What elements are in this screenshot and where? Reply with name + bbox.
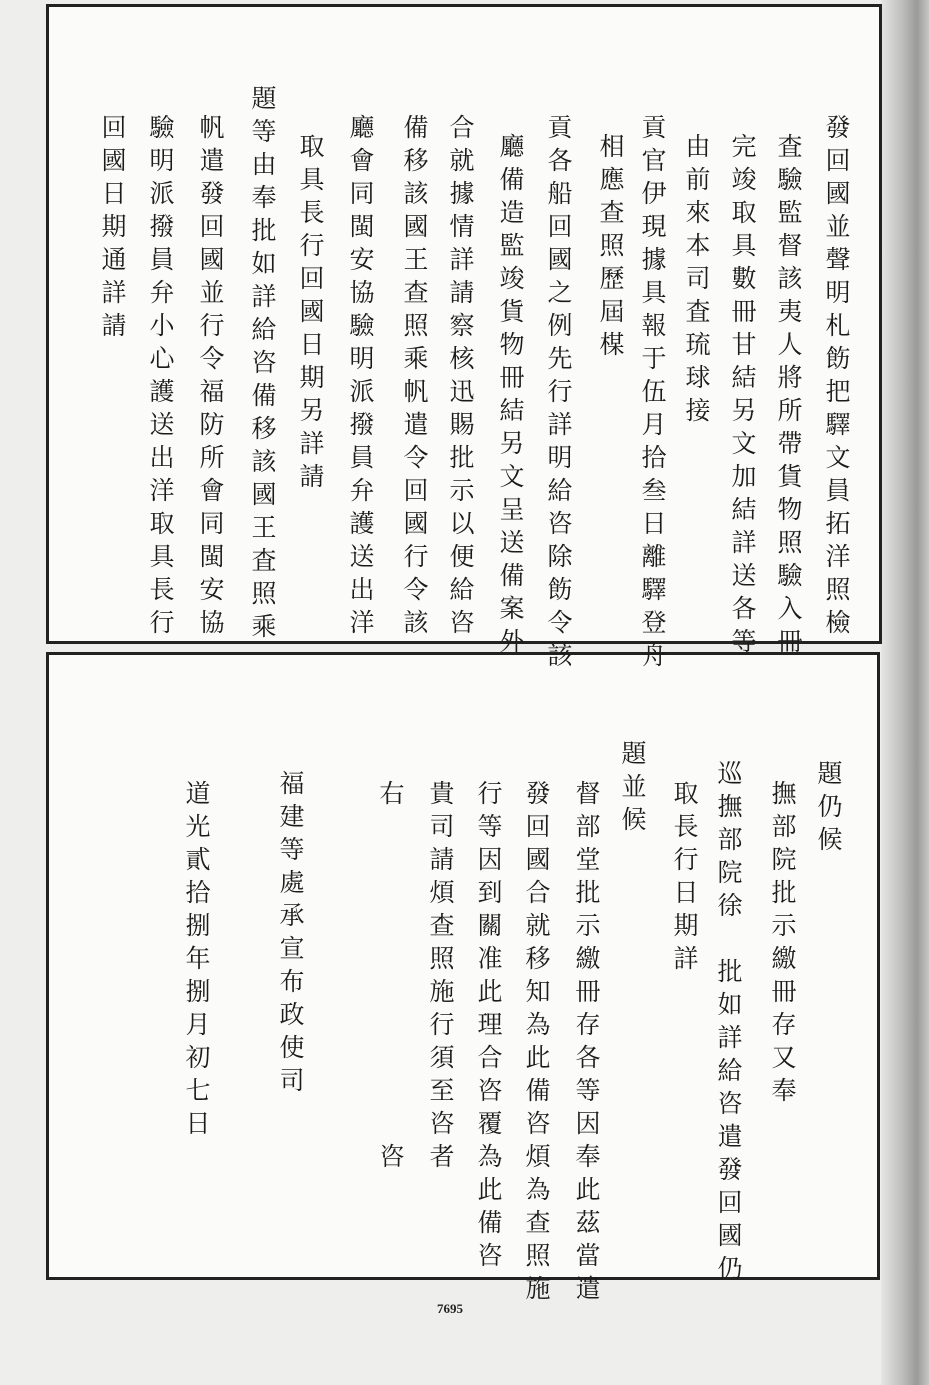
lower-column-4: 取長行日期詳 — [670, 780, 699, 978]
upper-column-3: 完竣取具數冊甘結另文加結詳送各等 — [728, 133, 757, 661]
lower-column-9: 貴司請煩查照施行須至咨者 — [426, 780, 455, 1176]
page-edge-shadow — [881, 0, 929, 1385]
lower-column-2: 撫部院批示繳冊存又奉 — [768, 780, 797, 1110]
lower-column-1: 題仍候 — [814, 760, 843, 859]
lower-column-5: 題並候 — [618, 740, 647, 839]
upper-column-1: 發回國並聲明札飭把驛文員拓洋照檢 — [822, 114, 851, 642]
upper-column-5: 貢官伊現據具報于伍月拾叁日離驛登舟 — [638, 114, 667, 675]
lower-column-7: 發回國合就移知為此備咨煩為查照施 — [522, 780, 551, 1308]
upper-column-6: 相應查照歷屆楳 — [596, 133, 625, 364]
upper-column-15: 驗明派撥員弁小心護送出洋取具長行 — [146, 114, 175, 642]
lower-column-8: 行等因到關准此理合咨覆為此備咨 — [474, 780, 503, 1275]
lower-column-6: 督部堂批示繳冊存各等因奉此茲當遣 — [572, 780, 601, 1308]
upper-column-8: 廳備造監竣貨物冊結另文呈送備案外 — [496, 133, 525, 661]
upper-column-7: 貢各船回國之例先行詳明給咨除飭令該 — [544, 114, 573, 675]
upper-column-12: 取具長行回國日期另詳請 — [296, 133, 325, 496]
upper-column-9: 合就據情詳請察核迅賜批示以便給咨 — [446, 114, 475, 642]
upper-column-10: 備移該國王查照乘帆遣令回國行令該 — [400, 114, 429, 642]
page-number: 7695 — [437, 1301, 463, 1316]
upper-column-13: 題等由奉批如詳給咨備移該國王査照乘 — [248, 85, 277, 646]
upper-column-2: 査驗監督該夷人將所帶貨物照驗入冊 — [774, 133, 803, 661]
upper-column-11: 廳會同閩安協驗明派撥員弁護送出洋 — [346, 114, 375, 642]
lower-column-11: 福建等處承宣布政使司 — [276, 770, 305, 1100]
upper-column-14: 帆遣發回國並行令福防所會同閩安協 — [196, 114, 225, 642]
lower-column-3: 巡撫部院徐 批如詳給咨遣發回國仍 — [714, 760, 743, 1288]
upper-column-16: 回國日期通詳請 — [98, 114, 127, 345]
lower-column-10: 右 咨 — [376, 780, 405, 1176]
upper-column-4: 由前來本司査琉球接 — [682, 133, 711, 430]
lower-text-panel — [46, 652, 880, 1280]
lower-column-12: 道光貳拾捌年捌月初七日 — [182, 780, 211, 1143]
